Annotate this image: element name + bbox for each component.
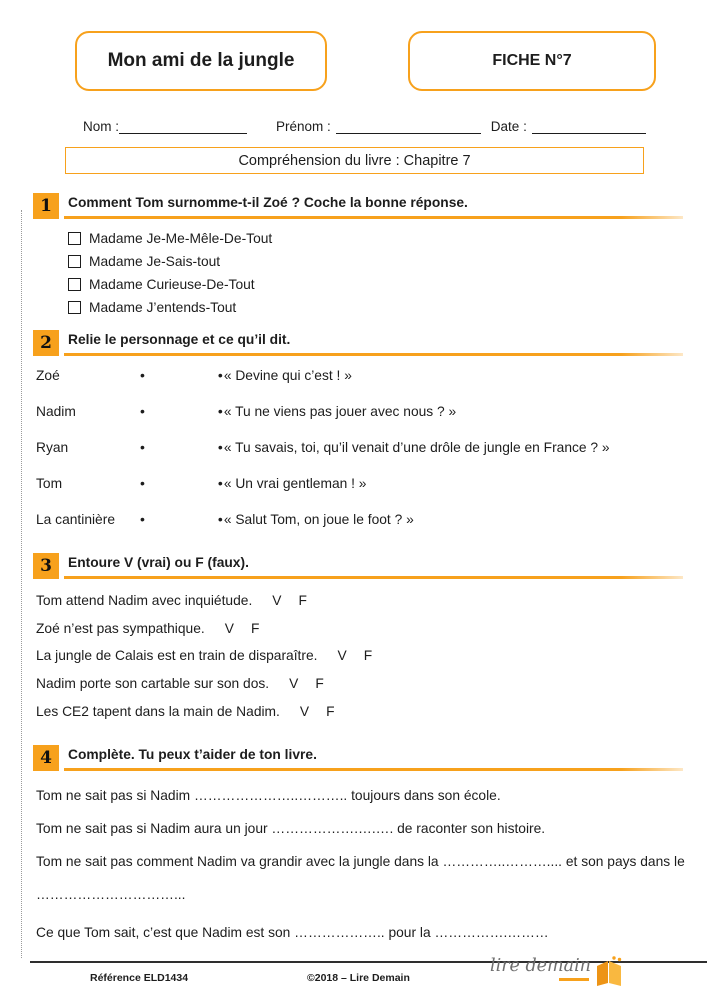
true-false-row <box>36 615 372 643</box>
match-dot-right[interactable]: • <box>217 475 223 491</box>
checkbox-row <box>68 296 272 319</box>
true-false-row <box>36 670 372 698</box>
character-quote: « Devine qui c’est ! » <box>223 367 352 383</box>
fiche-number: FICHE N°7 <box>492 52 572 69</box>
checkbox-icon[interactable] <box>68 232 81 245</box>
character-name: Tom <box>36 475 63 491</box>
vrai-option[interactable]: V <box>289 676 299 692</box>
checkbox-icon[interactable] <box>68 278 81 291</box>
section-3-title: Entoure V (vrai) ou F (faux). <box>68 555 249 570</box>
section-4-divider <box>64 768 683 771</box>
section-2-title: Relie le personnage et ce qu’il dit. <box>68 332 291 347</box>
character-quote: « Tu savais, toi, qu’il venait d’une drôle de jungle en France ? » <box>223 439 610 455</box>
match-dot-right[interactable]: • <box>217 367 223 383</box>
checkbox-label: Madame J’entends-Tout <box>89 300 237 315</box>
section-2-header <box>33 330 683 356</box>
true-false-exercise <box>36 587 372 725</box>
chapter-subtitle-box <box>65 147 644 174</box>
character-name: Nadim <box>36 403 76 419</box>
publisher-logo-text: lire demain <box>490 956 591 976</box>
match-dot-left[interactable]: • <box>140 511 145 527</box>
character-quote: « Un vrai gentleman ! » <box>223 475 367 491</box>
match-dot-right[interactable]: • <box>217 403 223 419</box>
checkbox-icon[interactable] <box>68 255 81 268</box>
nom-label: Nom : <box>83 119 120 134</box>
prenom-blank[interactable] <box>336 118 481 134</box>
fill-in-sentence[interactable]: Tom ne sait pas comment Nadim va grandir avec la jungle dans la …………..……….... et son pays dans le …………………………... <box>36 854 685 902</box>
statement-text: Tom attend Nadim avec inquiétude. <box>36 593 253 609</box>
fiche-number-box <box>408 31 656 91</box>
true-false-row <box>36 587 372 615</box>
checkbox-icon[interactable] <box>68 301 81 314</box>
match-dot-right[interactable]: • <box>217 511 223 527</box>
faux-option[interactable]: F <box>250 620 260 636</box>
checkbox-label: Madame Je-Sais-tout <box>89 254 221 269</box>
faux-option[interactable]: F <box>315 676 324 692</box>
vrai-option[interactable]: V <box>299 703 310 719</box>
statement-text: Les CE2 tapent dans la main de Nadim. <box>36 703 280 719</box>
fill-in-sentence[interactable]: Ce que Tom sait, c’est que Nadim est son ……………….. pour la …………….……… <box>36 925 549 940</box>
vrai-option[interactable]: V <box>224 620 234 636</box>
reference-code: Référence ELD1434 <box>90 972 189 984</box>
chapter-subtitle: Compréhension du livre : Chapitre 7 <box>238 152 471 169</box>
publisher-logo-tagline <box>559 978 589 981</box>
nom-blank[interactable] <box>119 118 247 134</box>
date-label: Date : <box>490 119 527 134</box>
statement-text: Nadim porte son cartable sur son dos. <box>36 676 270 692</box>
book-title-box <box>75 31 327 91</box>
match-row <box>36 429 689 465</box>
match-row <box>36 357 689 393</box>
statement-text: Zoé n’est pas sympathique. <box>36 620 205 636</box>
section-2-number-badge: 2 <box>33 330 59 356</box>
match-row <box>36 501 689 537</box>
checkbox-label: Madame Curieuse-De-Tout <box>89 277 255 292</box>
checkbox-row <box>68 273 272 296</box>
copyright-text: ©2018 – Lire Demain <box>307 972 410 984</box>
section-4-header <box>33 745 683 771</box>
match-dot-left[interactable]: • <box>140 475 145 491</box>
section-3-header <box>33 553 683 579</box>
fill-in-sentence[interactable]: Tom ne sait pas si Nadim aura un jour ……………….….…. de raconter son histoire. <box>36 821 546 836</box>
match-dot-left[interactable]: • <box>140 367 145 383</box>
book-title: Mon ami de la jungle <box>107 50 295 71</box>
faux-option[interactable]: F <box>326 703 335 719</box>
fill-in-sentence[interactable]: Tom ne sait pas si Nadim …………………..……….. toujours dans son école. <box>36 788 501 803</box>
section-2-divider <box>64 353 683 356</box>
matching-exercise <box>36 357 689 537</box>
section-1-header <box>33 193 683 219</box>
character-quote: « Salut Tom, on joue le foot ? » <box>223 511 414 527</box>
answer-checklist <box>68 227 272 319</box>
character-quote: « Tu ne viens pas jouer avec nous ? » <box>223 403 457 419</box>
section-1-number-badge: 1 <box>33 193 59 219</box>
match-dot-left[interactable]: • <box>140 439 145 455</box>
section-4-number-badge: 4 <box>33 745 59 771</box>
match-dot-left[interactable]: • <box>140 403 145 419</box>
match-dot-right[interactable]: • <box>217 439 223 455</box>
fill-in-exercise <box>36 779 685 949</box>
vrai-option[interactable]: V <box>272 593 282 609</box>
faux-option[interactable]: F <box>363 648 373 664</box>
true-false-row <box>36 697 372 725</box>
section-1-divider <box>64 216 683 219</box>
checkbox-row <box>68 250 272 273</box>
prenom-label: Prénom : <box>276 119 331 134</box>
statement-text: La jungle de Calais est en train de disparaître. <box>36 648 318 664</box>
section-3-number-badge: 3 <box>33 553 59 579</box>
match-row <box>36 465 689 501</box>
section-1-title: Comment Tom surnomme-t-il Zoé ? Coche la bonne réponse. <box>68 195 468 210</box>
section-4-title: Complète. Tu peux t’aider de ton livre. <box>68 747 317 762</box>
section-3-divider <box>64 576 683 579</box>
fold-mark-line <box>21 210 22 958</box>
match-row <box>36 393 689 429</box>
date-blank[interactable] <box>532 118 646 134</box>
open-book-icon <box>594 955 624 992</box>
identity-row <box>83 116 657 134</box>
true-false-row <box>36 642 372 670</box>
faux-option[interactable]: F <box>298 593 307 609</box>
character-name: Zoé <box>36 367 60 383</box>
character-name: Ryan <box>36 439 69 455</box>
checkbox-row <box>68 227 272 250</box>
publisher-logo <box>490 957 624 992</box>
vrai-option[interactable]: V <box>337 648 347 664</box>
checkbox-label: Madame Je-Me-Mêle-De-Tout <box>89 231 273 246</box>
character-name: La cantinière <box>36 511 116 527</box>
